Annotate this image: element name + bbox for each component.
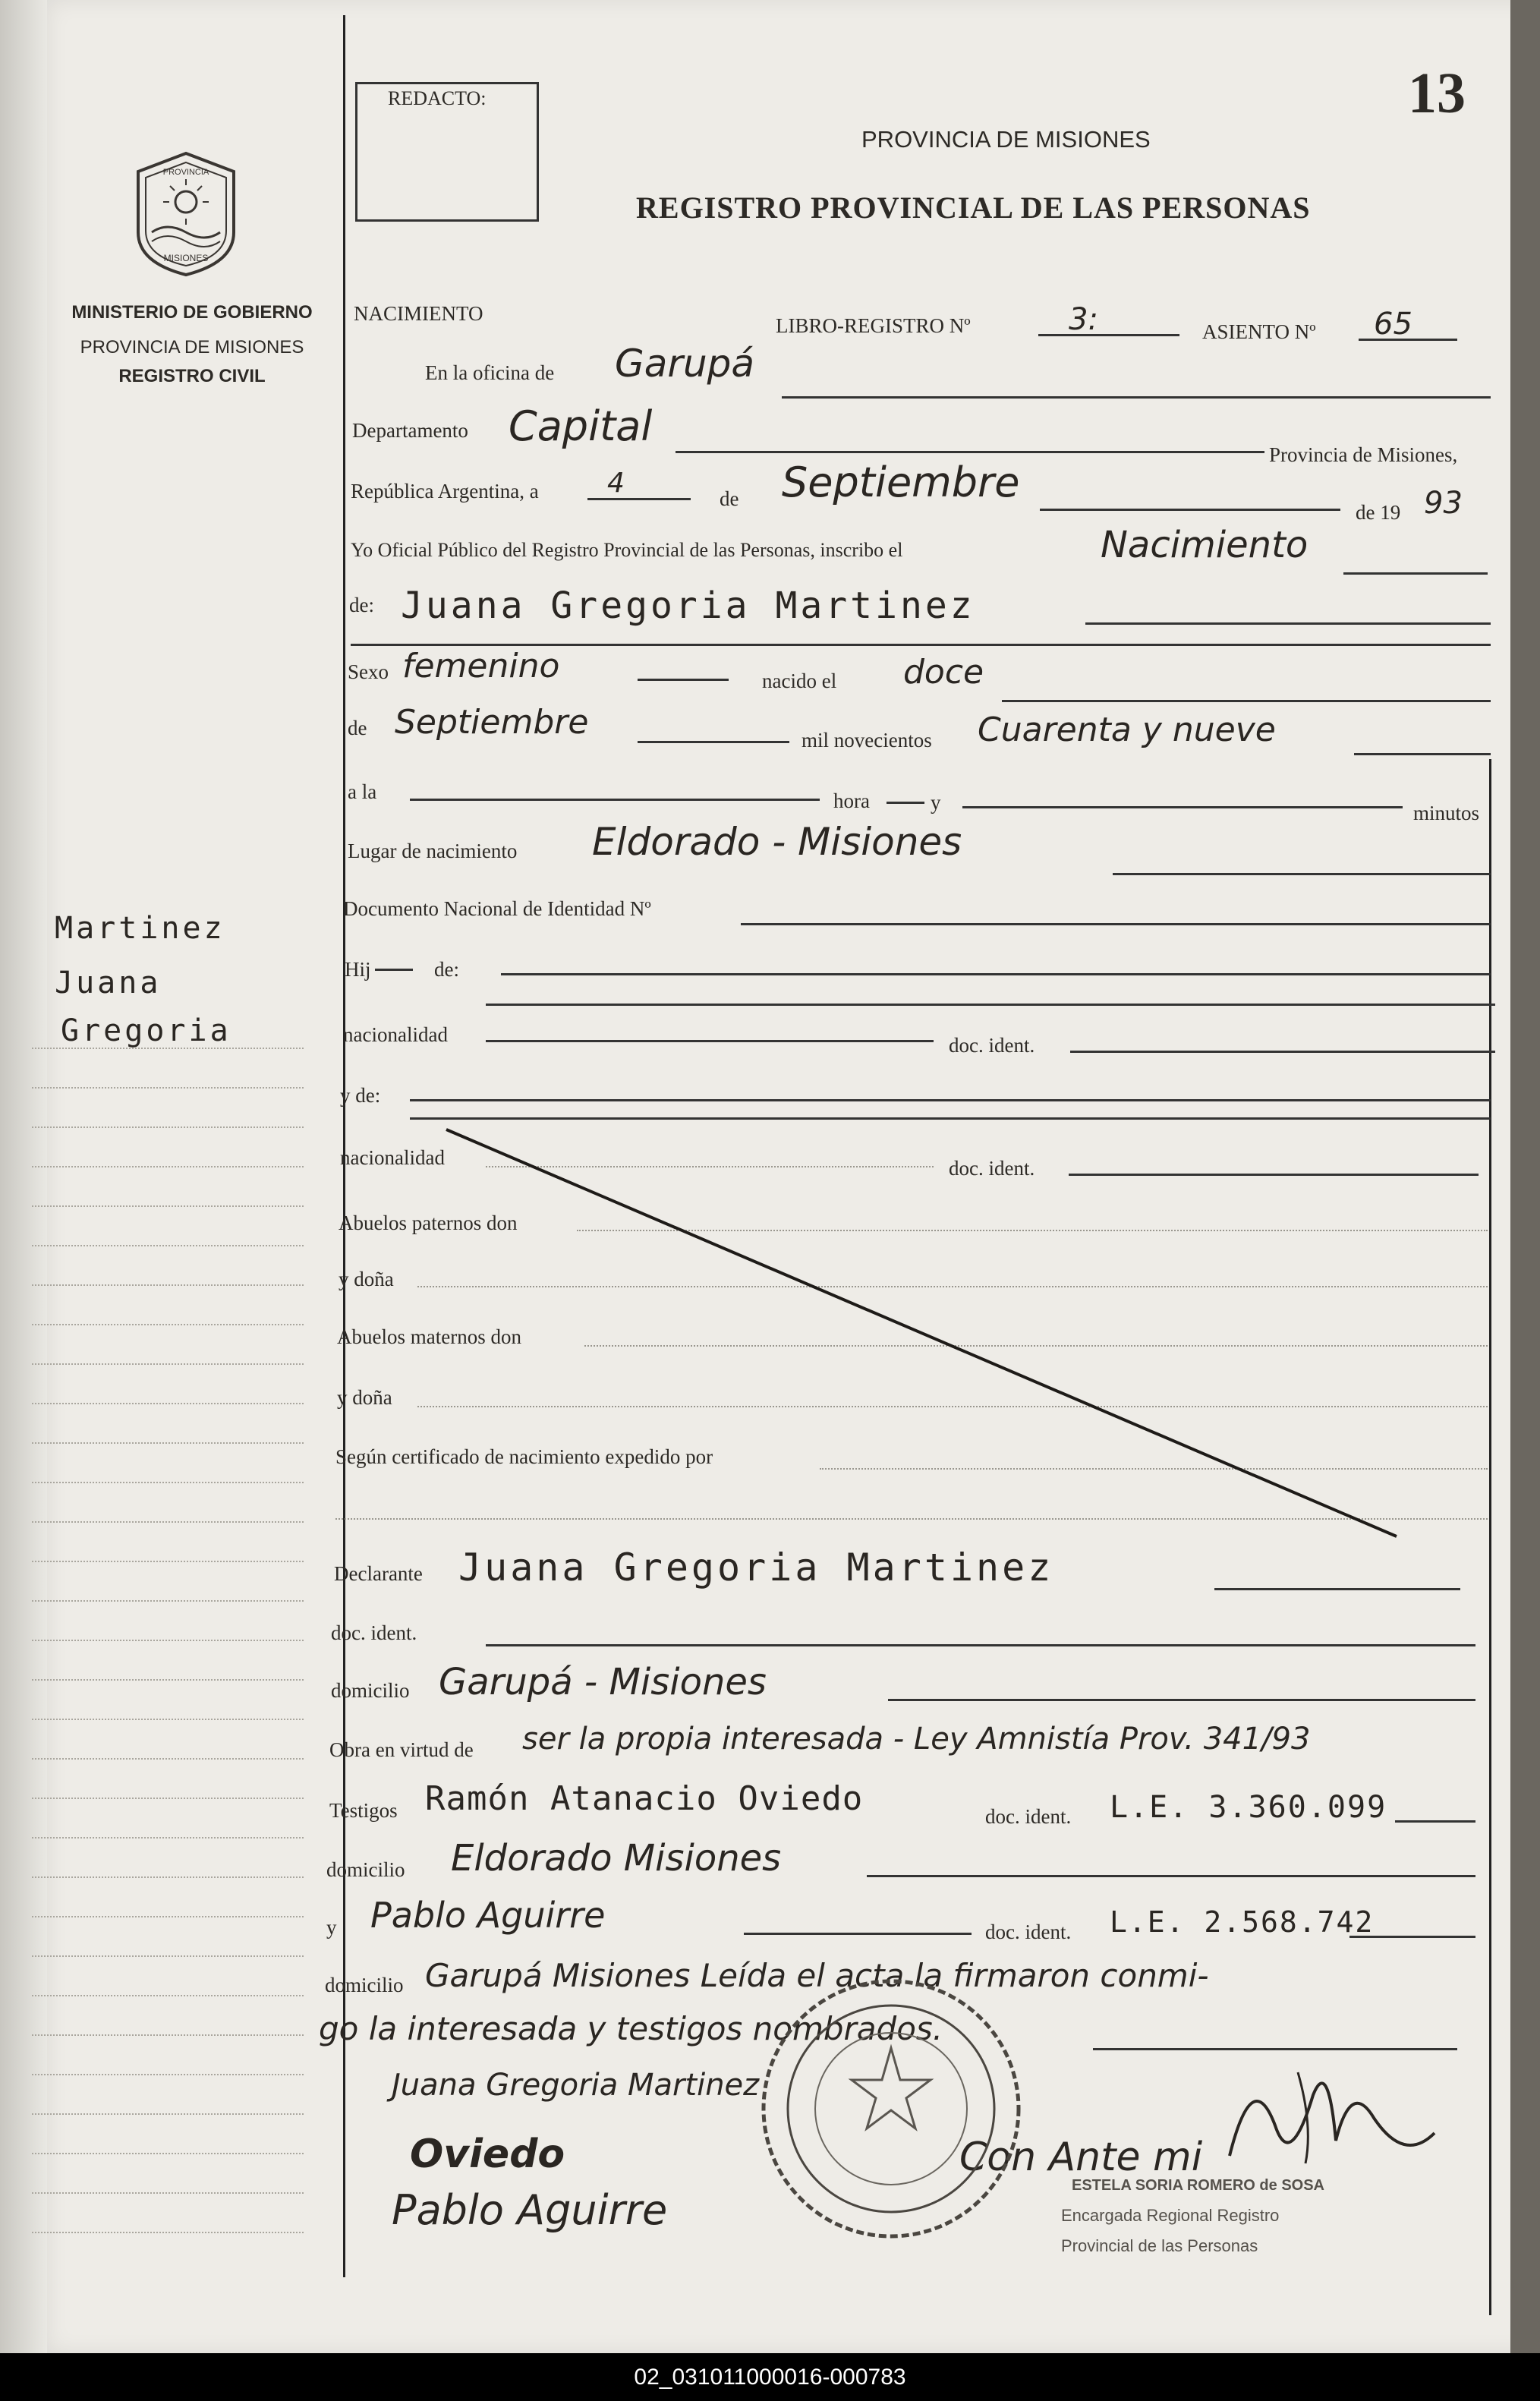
value-acto: Nacimiento bbox=[1101, 524, 1309, 566]
label-y-dona-1: y doña bbox=[339, 1268, 394, 1290]
official-signature-flourish-icon bbox=[1207, 2050, 1457, 2179]
rule bbox=[1395, 1820, 1475, 1823]
stamp-line1: ESTELA SORIA ROMERO de SOSA bbox=[1072, 2177, 1324, 2194]
value-testigo1: Ramón Atanacio Oviedo bbox=[425, 1779, 864, 1818]
label-sexo: Sexo bbox=[348, 660, 389, 683]
label-doc-ident-4: doc. ident. bbox=[985, 1805, 1072, 1828]
label-y-de: y de: bbox=[340, 1084, 381, 1107]
redacto-label: REDACTO: bbox=[388, 87, 487, 109]
value-departamento: Capital bbox=[509, 402, 653, 450]
value-anio: 93 bbox=[1424, 486, 1463, 521]
rule bbox=[867, 1875, 1475, 1877]
ministry-line3: REGISTRO CIVIL bbox=[118, 366, 266, 386]
signature-official: Con Ante mi bbox=[959, 2135, 1203, 2180]
header-title: REGISTRO PROVINCIAL DE LAS PERSONAS bbox=[636, 191, 1311, 225]
rule bbox=[486, 1644, 1475, 1646]
label-segun: Según certificado de nacimiento expedido por bbox=[335, 1445, 713, 1468]
label-lugar: Lugar de nacimiento bbox=[348, 840, 518, 862]
label-de-name: de: bbox=[349, 594, 374, 616]
label-nacido: nacido el bbox=[762, 670, 837, 692]
margin-given2: Gregoria bbox=[61, 1013, 231, 1048]
seal-bottom-text: MISIONES bbox=[163, 253, 209, 263]
label-oficina: En la oficina de bbox=[425, 361, 555, 384]
header-province: PROVINCIA DE MISIONES bbox=[861, 126, 1151, 153]
rule bbox=[744, 1933, 972, 1935]
label-abuelos-paternos: Abuelos paternos don bbox=[339, 1212, 518, 1234]
margin-given1: Juana bbox=[55, 966, 162, 1000]
footer-image-id: 02_031011000016-000783 bbox=[0, 2353, 1540, 2401]
label-domicilio-2: domicilio bbox=[326, 1858, 405, 1881]
label-y-testigo2: y bbox=[326, 1916, 337, 1939]
ministry-line1: MINISTERIO DE GOBIERNO bbox=[71, 302, 313, 323]
value-testigo2-dom-2: go la interesada y testigos nombrados. bbox=[319, 2010, 943, 2047]
value-sexo: femenino bbox=[402, 647, 560, 685]
label-domicilio-3: domicilio bbox=[325, 1974, 404, 1996]
value-obra: ser la propia interesada - Ley Amnistía Prov. 341/93 bbox=[522, 1722, 1311, 1757]
label-y: y bbox=[931, 791, 941, 814]
label-oficial: Yo Oficial Público del Registro Provincial de las Personas, inscribo el bbox=[351, 539, 903, 561]
label-nacionalidad-2: nacionalidad bbox=[340, 1146, 445, 1169]
value-testigo2: Pablo Aguirre bbox=[370, 1895, 606, 1936]
ministry-line2: PROVINCIA DE MISIONES bbox=[80, 337, 304, 358]
label-doc-ident-2: doc. ident. bbox=[949, 1157, 1035, 1180]
margin-surname: Martinez bbox=[55, 911, 225, 946]
value-mes: Septiembre bbox=[782, 458, 1020, 506]
label-departamento: Departamento bbox=[352, 419, 468, 442]
value-nombre: Juana Gregoria Martinez bbox=[401, 584, 975, 627]
signature-interesada: Juana Gregoria Martinez bbox=[392, 2068, 760, 2103]
page-number: 13 bbox=[1408, 61, 1466, 125]
value-nacido-dia: doce bbox=[903, 653, 984, 692]
label-abuelos-maternos: Abuelos maternos don bbox=[337, 1325, 521, 1348]
label-domicilio-1: domicilio bbox=[331, 1679, 410, 1702]
value-testigo1-doc: L.E. 3.360.099 bbox=[1110, 1790, 1387, 1825]
value-oficina: Garupá bbox=[615, 342, 755, 386]
label-y-dona-2: y doña bbox=[337, 1386, 392, 1409]
label-hij: Hij bbox=[345, 958, 371, 981]
label-hij-de: de: bbox=[434, 958, 459, 981]
rule bbox=[1349, 1936, 1475, 1938]
label-doc-ident-1: doc. ident. bbox=[949, 1034, 1035, 1057]
value-dia: 4 bbox=[607, 468, 625, 499]
label-testigos: Testigos bbox=[329, 1799, 398, 1822]
label-minutos: minutos bbox=[1413, 802, 1480, 824]
label-republica: República Argentina, a bbox=[351, 480, 539, 503]
label-nacionalidad-1: nacionalidad bbox=[343, 1023, 448, 1046]
label-dni: Documento Nacional de Identidad Nº bbox=[343, 897, 651, 920]
rule bbox=[1214, 1588, 1460, 1590]
rule bbox=[888, 1699, 1475, 1701]
value-nacido-mes: Septiembre bbox=[395, 703, 589, 742]
value-nacido-anio: Cuarenta y nueve bbox=[978, 711, 1276, 749]
label-hora: hora bbox=[833, 789, 870, 812]
value-lugar: Eldorado - Misiones bbox=[592, 820, 962, 864]
signature-aguirre: Pablo Aguirre bbox=[392, 2186, 668, 2234]
label-obra: Obra en virtud de bbox=[329, 1738, 474, 1761]
signature-oviedo: Oviedo bbox=[410, 2132, 565, 2177]
label-de-anio: de 19 bbox=[1356, 501, 1401, 524]
stamp-line2: Encargada Regional Registro bbox=[1061, 2206, 1280, 2225]
value-declarante: Juana Gregoria Martinez bbox=[458, 1546, 1054, 1590]
label-asiento: ASIENTO Nº bbox=[1202, 320, 1316, 343]
label-nacimiento: NACIMIENTO bbox=[354, 302, 483, 325]
label-de: de bbox=[720, 487, 739, 510]
label-libro: LIBRO-REGISTRO Nº bbox=[776, 314, 971, 337]
label-a-la: a la bbox=[348, 780, 377, 803]
official-round-stamp-icon bbox=[756, 1974, 1026, 2244]
label-doc-ident-3: doc. ident. bbox=[331, 1621, 417, 1644]
value-domicilio-declarante: Garupá - Misiones bbox=[439, 1661, 767, 1703]
value-libro: 3: bbox=[1069, 302, 1098, 337]
label-declarante: Declarante bbox=[334, 1562, 423, 1585]
label-de-mes: de bbox=[348, 717, 367, 739]
label-provincia: Provincia de Misiones, bbox=[1269, 443, 1458, 466]
value-testigo2-doc: L.E. 2.568.742 bbox=[1110, 1905, 1375, 1939]
value-asiento: 65 bbox=[1374, 307, 1412, 342]
value-testigo2-dom-1: Garupá Misiones Leída el acta la firmaron conmi- bbox=[425, 1957, 1209, 1994]
seal-top-text: PROVINCIA bbox=[162, 168, 209, 177]
value-testigo1-dom: Eldorado Misiones bbox=[451, 1837, 782, 1880]
label-doc-ident-5: doc. ident. bbox=[985, 1920, 1072, 1943]
stamp-line3: Provincial de las Personas bbox=[1061, 2236, 1258, 2255]
label-mil: mil novecientos bbox=[801, 729, 932, 751]
